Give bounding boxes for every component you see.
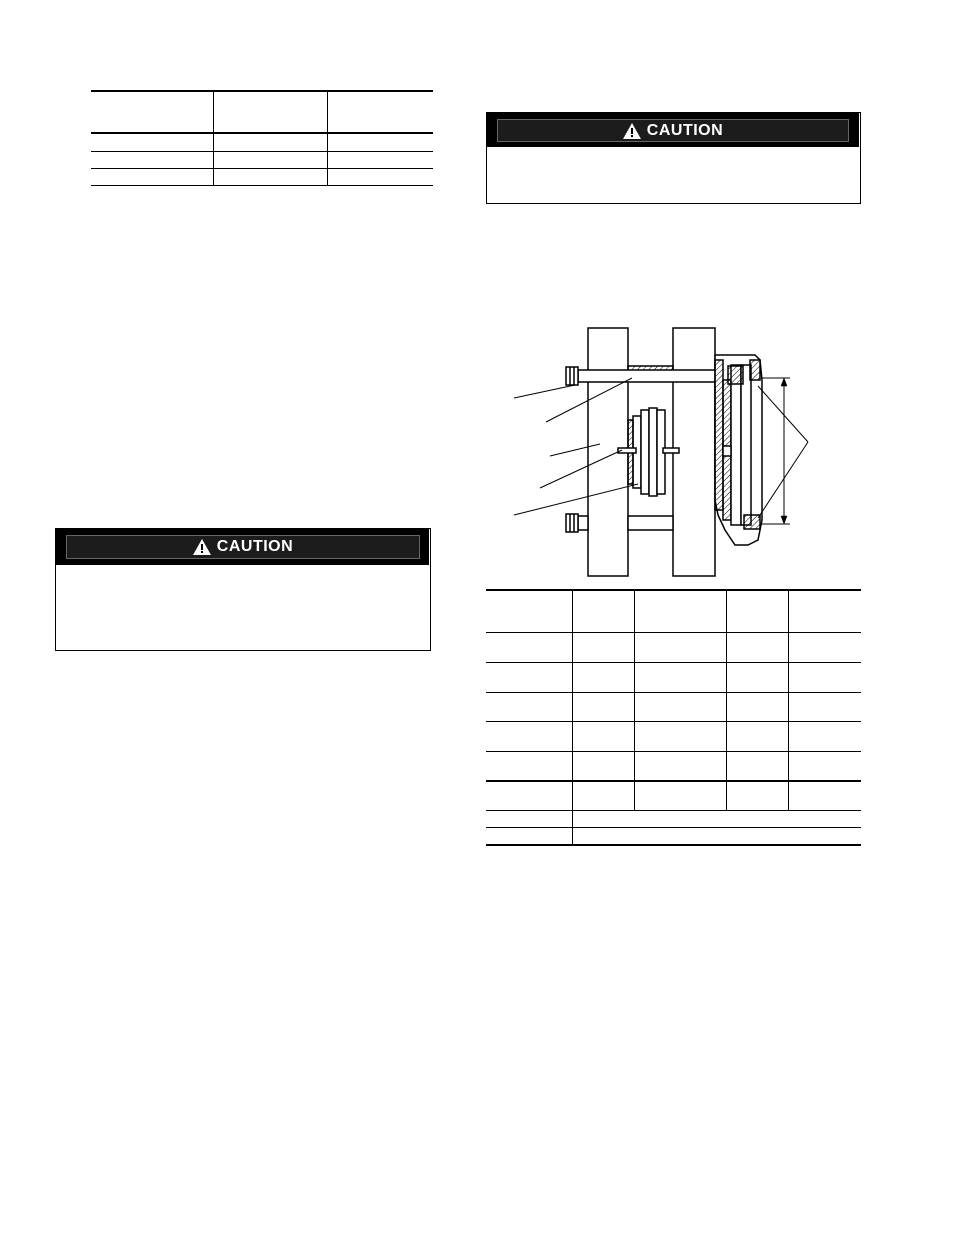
- table-top-rule: [486, 589, 861, 591]
- caution-box-left: [55, 528, 431, 651]
- table-row-rule: [486, 780, 861, 782]
- table-row-rule: [486, 692, 861, 693]
- table-column-divider: [726, 591, 727, 810]
- table-header-rule: [486, 632, 861, 633]
- table-row-rule: [486, 827, 861, 828]
- table-row-rule: [486, 721, 861, 722]
- table-bottom-rule: [91, 185, 433, 186]
- table-row-rule: [486, 662, 861, 663]
- table-row-rule: [486, 751, 861, 752]
- table-row-rule: [91, 168, 433, 169]
- warning-triangle-icon: [193, 539, 211, 555]
- table-header-rule: [91, 132, 433, 134]
- table-column-divider: [634, 591, 635, 810]
- table-row-rule: [486, 810, 861, 811]
- coupling-cross-section-drawing: [500, 320, 820, 585]
- caution-box-right: [486, 112, 861, 204]
- warning-triangle-icon: [623, 123, 641, 139]
- table-top-rule: [91, 90, 433, 92]
- caution-label: CAUTION: [646, 121, 724, 139]
- table-column-divider: [788, 591, 789, 810]
- caution-heading: [66, 535, 420, 559]
- table-row-rule: [91, 151, 433, 152]
- table-column-divider: [213, 92, 214, 185]
- table-column-divider: [327, 92, 328, 185]
- table-column-divider: [572, 591, 573, 844]
- caution-heading: [497, 119, 849, 142]
- caution-label: CAUTION: [216, 538, 294, 555]
- table-bottom-rule: [486, 844, 861, 846]
